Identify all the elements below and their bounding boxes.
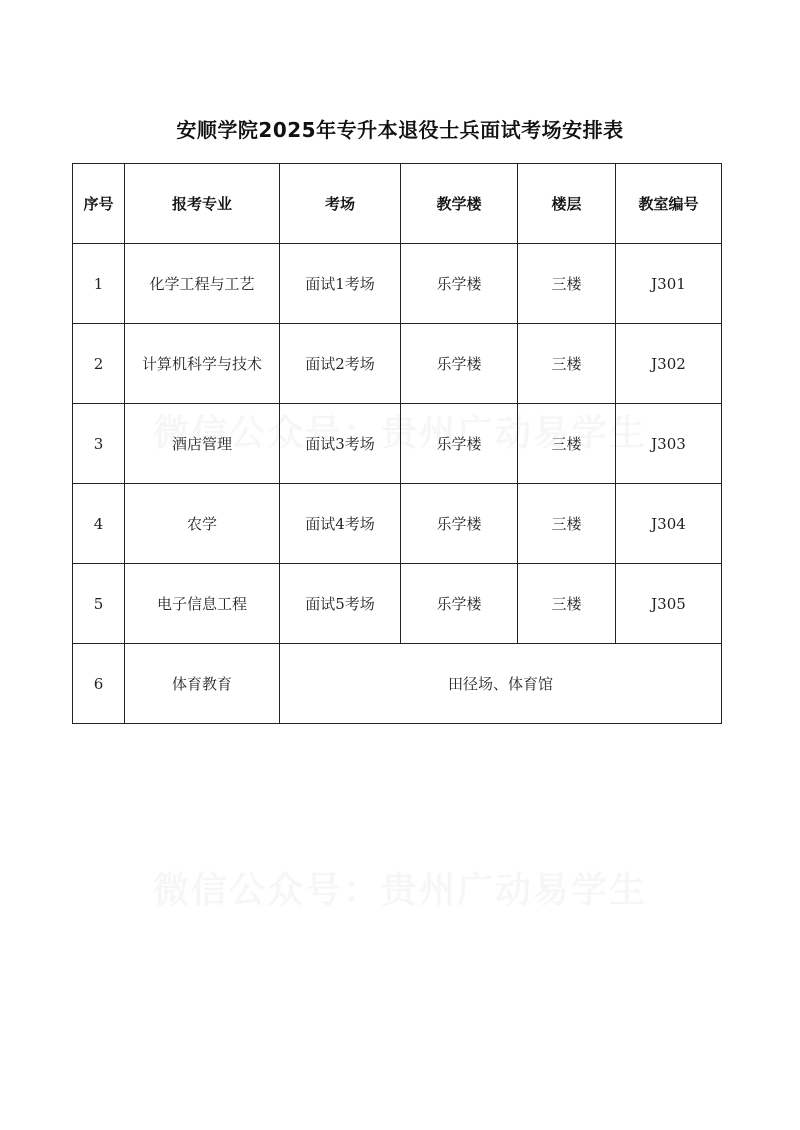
cell-no: 6	[73, 644, 125, 724]
column-header-floor: 楼层	[518, 164, 616, 244]
cell-no: 2	[73, 324, 125, 404]
cell-major: 计算机科学与技术	[125, 324, 280, 404]
cell-building: 乐学楼	[401, 404, 518, 484]
cell-building: 乐学楼	[401, 244, 518, 324]
column-header-classroom: 教室编号	[616, 164, 722, 244]
cell-floor: 三楼	[518, 244, 616, 324]
column-header-exam-room: 考场	[280, 164, 401, 244]
cell-no: 3	[73, 404, 125, 484]
table-header-row	[73, 164, 722, 244]
cell-exam-room: 面试5考场	[280, 564, 401, 644]
table-row	[73, 484, 722, 564]
document-title: 安顺学院2025年专升本退役士兵面试考场安排表	[176, 118, 624, 142]
cell-classroom: J302	[616, 324, 722, 404]
table-row	[73, 564, 722, 644]
column-header-no: 序号	[73, 164, 125, 244]
cell-exam-room: 面试3考场	[280, 404, 401, 484]
cell-major: 化学工程与工艺	[125, 244, 280, 324]
cell-no: 5	[73, 564, 125, 644]
cell-no: 4	[73, 484, 125, 564]
cell-classroom: J304	[616, 484, 722, 564]
cell-major: 电子信息工程	[125, 564, 280, 644]
exam-room-schedule-table	[72, 163, 722, 724]
table-row	[73, 644, 722, 724]
cell-floor: 三楼	[518, 564, 616, 644]
cell-major: 酒店管理	[125, 404, 280, 484]
cell-no: 1	[73, 244, 125, 324]
column-header-major: 报考专业	[125, 164, 280, 244]
watermark-text	[0, 862, 800, 913]
cell-building: 乐学楼	[401, 324, 518, 404]
cell-floor: 三楼	[518, 404, 616, 484]
column-header-building: 教学楼	[401, 164, 518, 244]
table-row	[73, 404, 722, 484]
cell-major: 农学	[125, 484, 280, 564]
cell-floor: 三楼	[518, 484, 616, 564]
cell-classroom: J305	[616, 564, 722, 644]
cell-merged-location: 田径场、体育馆	[280, 644, 722, 724]
cell-building: 乐学楼	[401, 564, 518, 644]
table-row	[73, 244, 722, 324]
cell-classroom: J301	[616, 244, 722, 324]
cell-building: 乐学楼	[401, 484, 518, 564]
cell-classroom: J303	[616, 404, 722, 484]
cell-exam-room: 面试1考场	[280, 244, 401, 324]
cell-major: 体育教育	[125, 644, 280, 724]
table-row	[73, 324, 722, 404]
cell-exam-room: 面试2考场	[280, 324, 401, 404]
cell-floor: 三楼	[518, 324, 616, 404]
cell-exam-room: 面试4考场	[280, 484, 401, 564]
